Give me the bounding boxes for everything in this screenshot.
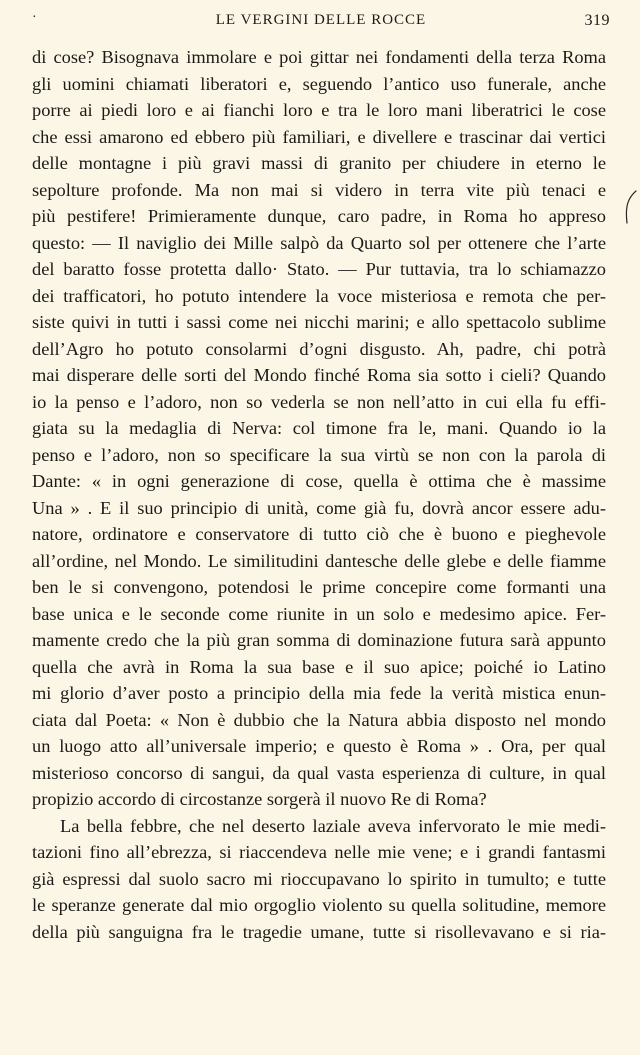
text-line: misterioso concorso di sangui, da qual vasta esperienza di culture, in qual <box>32 762 606 783</box>
text-line: La bella febbre, che nel deserto laziale aveva infervorato le mie medi- <box>60 815 606 836</box>
text-line: natore, ordinatore e conservatore di tutto ciò che è buono e pieghevole <box>32 524 606 544</box>
body-text <box>32 44 606 945</box>
text-line: questo: — Il naviglio dei Mille salpò da Quarto sol per ottenere che l’arte <box>32 232 606 253</box>
text-line: delle montagne i più gravi massi di granito per chiudere in eterno le <box>32 153 606 173</box>
text-line: più pestifere! Primieramente dunque, caro padre, in Roma ho appreso <box>32 206 606 226</box>
text-line: Dante: « in ogni generazione di cose, quella è ottima che è massime <box>32 471 606 491</box>
text-line: le speranze generate dal mio orgoglio violento su quella solitudine, memore <box>32 895 606 915</box>
text-line: propizio accordo di circostanze sorgerà il nuovo Re di Roma? <box>32 789 487 809</box>
text-line: ben le si convengono, potendosi le prime concepire come formanti una <box>32 577 606 597</box>
text-line: mamente credo che la più gran somma di dominazione futura sarà appunto <box>32 630 606 650</box>
text-line: all’ordine, nel Mondo. Le similitudini dantesche delle glebe e delle fiamme <box>32 550 606 571</box>
margin-pencil-mark <box>624 190 638 224</box>
text-line: un luogo atto all’universale imperio; e questo è Roma » . Ora, per qual <box>32 736 606 756</box>
text-line: base unica e le seconde come riunite in un solo e medesimo apice. Fer- <box>32 603 606 624</box>
text-line: gli uomini chiamati liberatori e, seguendo l’antico uso funerale, anche <box>32 73 606 94</box>
text-line: quella che avrà in Roma la sua base e il suo apice; poiché io Latino <box>32 656 606 677</box>
text-line: siste quivi in tutti i sassi come nei nicchi marini; e allo spettacolo sublime <box>32 312 606 332</box>
text-line: di cose? Bisognava immolare e poi gittar nei fondamenti della terza Roma <box>32 47 606 67</box>
text-line: Una » . E il suo principio di unità, come già fu, dovrà ancor essere adu- <box>32 497 606 518</box>
text-line: mai disperare delle sorti del Mondo finché Roma sia sotto i cieli? Quando <box>32 365 606 385</box>
text-line: porre ai piedi loro e ai fianchi loro e tra le loro mani liberatrici le cose <box>32 100 606 120</box>
text-line: tazioni fino all’ebrezza, si riaccendeva nelle mie vene; e i grandi fantasmi <box>32 842 606 862</box>
text-line: già espressi dal suolo sacro mi rioccupavano lo spirito in tumulto; e tutte <box>32 868 606 889</box>
text-line: sepolture profonde. Ma non mai si videro in terra vite più tenaci e <box>32 179 606 200</box>
text-line: della più sanguigna fra le tragedie umane, tutte si risollevavano e si ria- <box>32 921 606 942</box>
header-dot: · <box>32 10 38 25</box>
text-line: ciata dal Poeta: « Non è dubbio che la Natura abbia disposto nel mondo <box>32 709 606 730</box>
text-line: che essi amarono ed ebbero più familiari, e divellere e trascinar dai vertici <box>32 126 606 147</box>
page-number: 319 <box>584 12 610 29</box>
running-title: LE VERGINI DELLE ROCCE <box>215 12 427 28</box>
text-line: giata su la medaglia di Nerva: col timone fra le, mani. Quando io la <box>32 418 606 438</box>
text-line: mi glorio d’aver posto a principio della mia fede la verità mistica enun- <box>32 683 606 703</box>
text-line: dell’Agro ho potuto consolarmi d’ogni disgusto. Ah, padre, chi potrà <box>32 338 606 359</box>
text-line: io la penso e l’adoro, non so vederla se non nell’atto in cui ella fu effi- <box>32 391 606 412</box>
running-header <box>32 12 610 34</box>
text-line: dei trafficatori, ho potuto intendere la voce misteriosa e remota che per- <box>32 285 606 306</box>
text-line: penso e l’adoro, non so specificare la sua virtù se non con la parola di <box>32 444 606 465</box>
text-line: del baratto fosse protetta dallo· Stato. — Pur tuttavia, tra lo schiamazzo <box>32 259 606 279</box>
